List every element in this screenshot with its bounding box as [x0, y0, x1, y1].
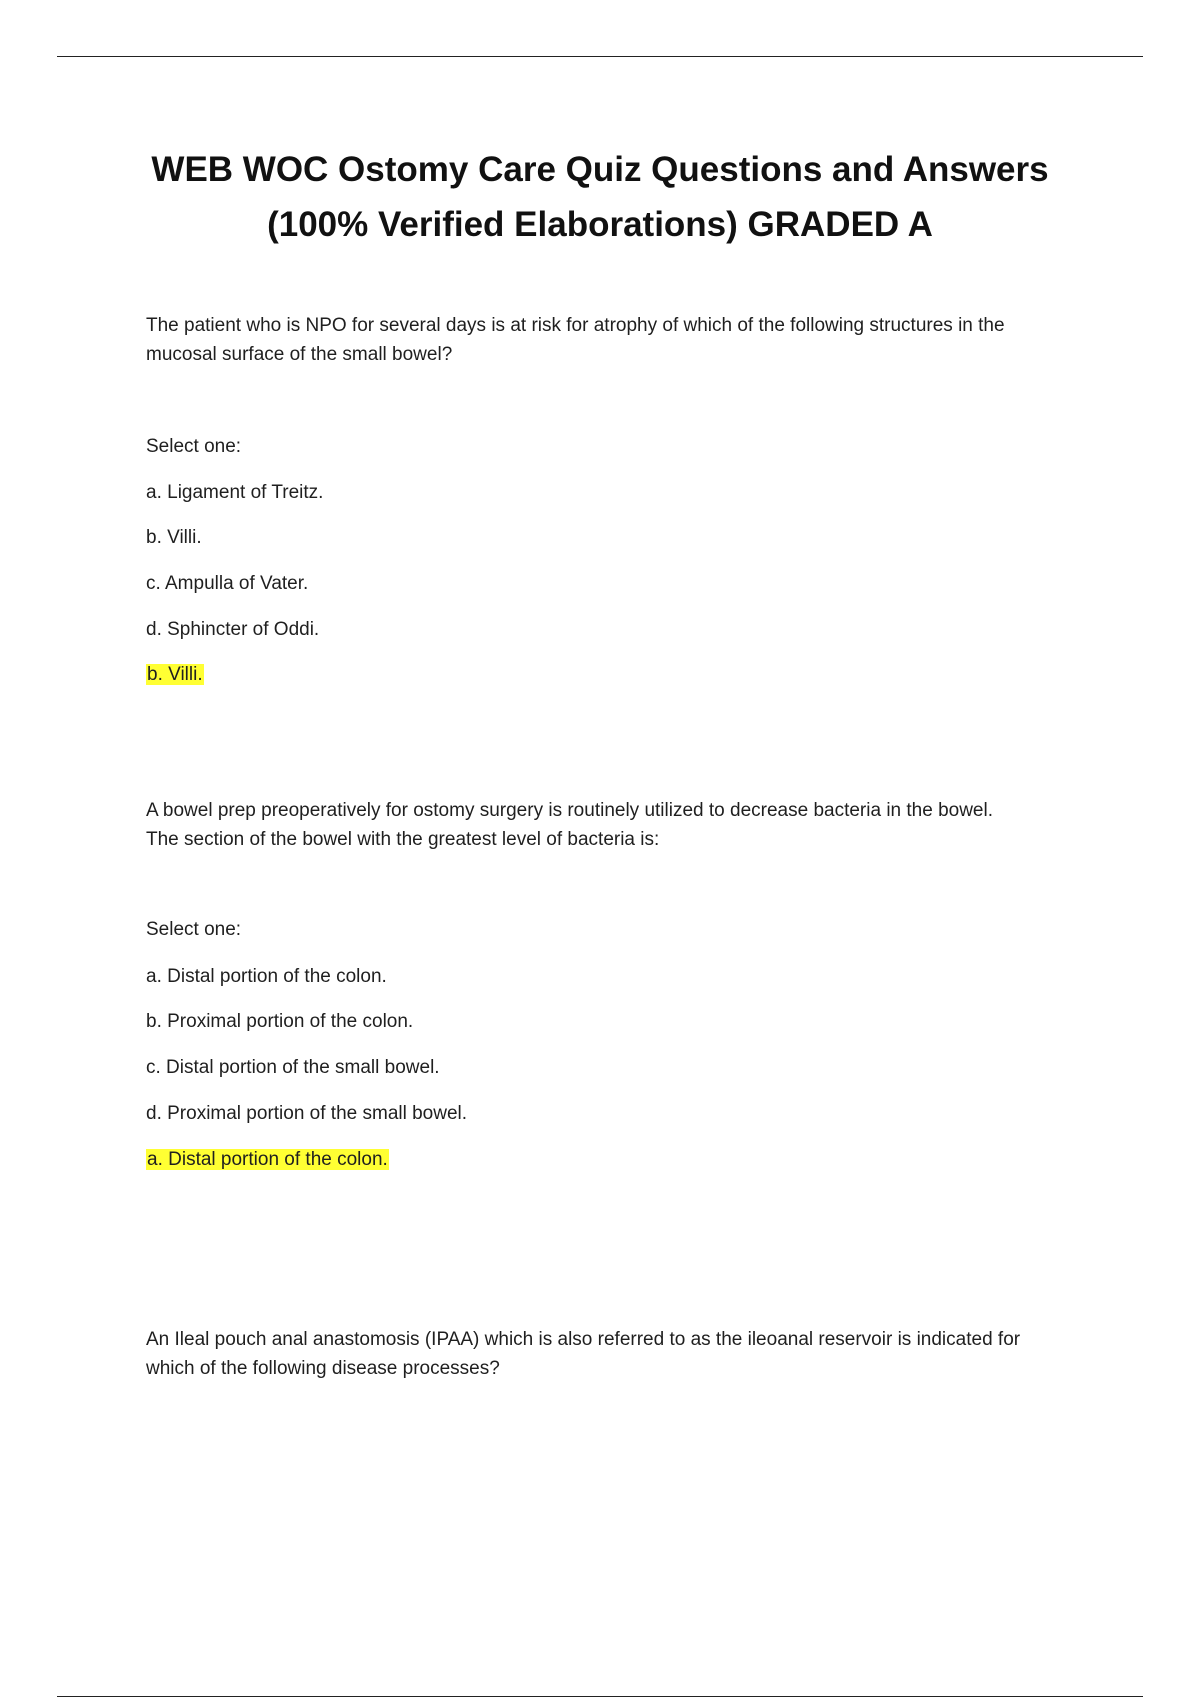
question-1-answer [146, 660, 204, 689]
question-3-prompt-line-1: An Ileal pouch anal anastomosis (IPAA) which is also referred to as the ileoanal reservoir is indicated for [146, 1329, 1021, 1350]
question-3-prompt [146, 1325, 1086, 1383]
question-2-option-b: b. Proximal portion of the colon. [146, 1011, 414, 1032]
question-1-prompt-line-1: The patient who is NPO for several days is at risk for atrophy of which of the following structures in the [146, 315, 1005, 336]
question-2-prompt [146, 796, 1086, 854]
question-2-answer-highlight: a. Distal portion of the colon. [147, 1149, 388, 1170]
question-1-option-d: d. Sphincter of Oddi. [146, 619, 320, 640]
question-1-option-a: a. Ligament of Treitz. [146, 482, 324, 503]
question-2-option-a: a. Distal portion of the colon. [146, 966, 387, 987]
question-1-prompt-line-2: mucosal surface of the small bowel? [146, 344, 453, 365]
question-1-select-label: Select one: [146, 436, 242, 457]
question-1-prompt [146, 311, 1086, 369]
question-2-option-d: d. Proximal portion of the small bowel. [146, 1103, 468, 1124]
document-title-line-2: (100% Verified Elaborations) GRADED A [267, 205, 933, 244]
document-title [57, 142, 1143, 252]
question-2-prompt-line-1: A bowel prep preoperatively for ostomy surgery is routinely utilized to decrease bacteria in the bowel. [146, 800, 993, 821]
question-3-prompt-line-2: which of the following disease processes? [146, 1358, 500, 1379]
question-1-option-b: b. Villi. [146, 527, 202, 548]
document-title-line-1: WEB WOC Ostomy Care Quiz Questions and Answers [151, 150, 1049, 189]
question-2-answer [146, 1145, 389, 1174]
question-1-option-c: c. Ampulla of Vater. [146, 573, 309, 594]
question-2-option-c: c. Distal portion of the small bowel. [146, 1057, 440, 1078]
header-rule [57, 56, 1143, 57]
footer-rule [57, 1696, 1143, 1697]
question-2-prompt-line-2: The section of the bowel with the greatest level of bacteria is: [146, 829, 660, 850]
question-2-select-label: Select one: [146, 919, 242, 940]
question-1-answer-highlight: b. Villi. [147, 664, 203, 685]
